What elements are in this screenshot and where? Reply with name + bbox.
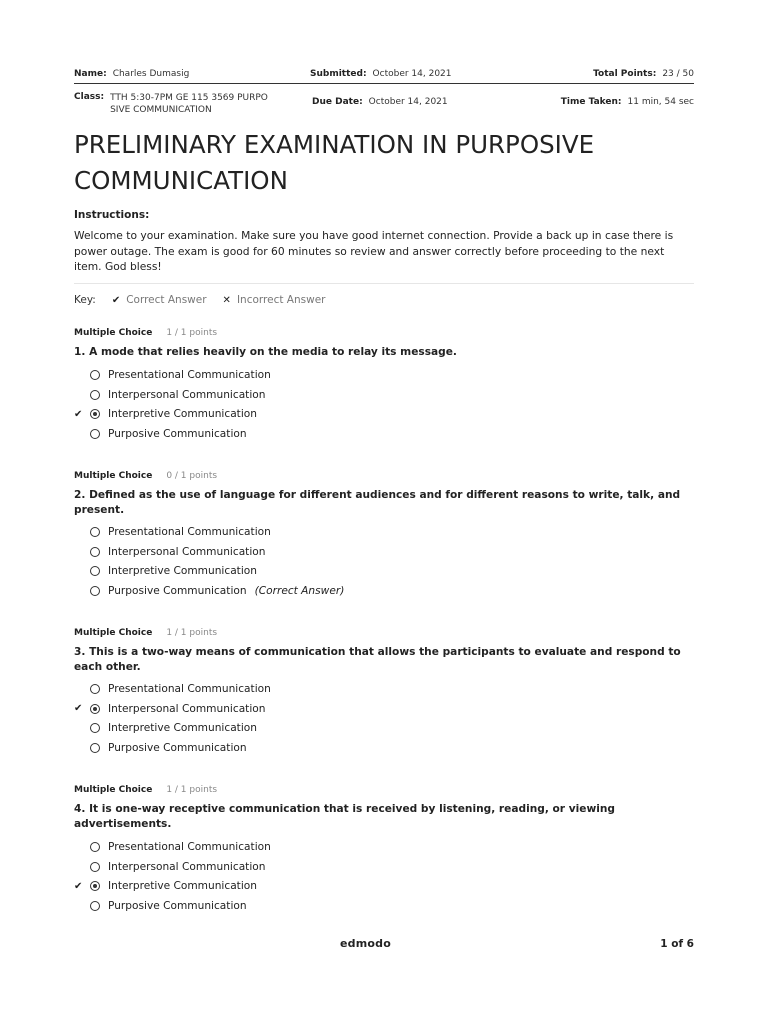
radio-button[interactable] xyxy=(90,547,100,557)
answer-option[interactable] xyxy=(74,679,694,699)
exam-page xyxy=(74,0,694,1024)
radio-button-selected[interactable] xyxy=(90,409,100,419)
answer-option[interactable] xyxy=(74,718,694,738)
class-value-line-1: TTH 5:30-7PM GE 115 3569 PURPO xyxy=(110,93,268,103)
edmodo-logo: edmodo xyxy=(340,937,391,950)
total-points-field xyxy=(593,69,694,79)
radio-button[interactable] xyxy=(90,586,100,596)
instructions-divider xyxy=(74,283,694,284)
radio-button-selected[interactable] xyxy=(90,881,100,891)
question-text-line-2: each other. xyxy=(74,661,141,673)
question-text-line-2: present. xyxy=(74,504,125,516)
radio-button-selected[interactable] xyxy=(90,704,100,714)
answer-option[interactable] xyxy=(74,561,694,581)
time-taken-field xyxy=(561,97,694,107)
question-points: 1 / 1 points xyxy=(166,328,218,338)
answer-option[interactable] xyxy=(74,404,694,424)
question-text-line-1: 3. This is a two-way means of communication that allows the participants to evaluate and respond to xyxy=(74,646,681,658)
question-text-line-1: 1. A mode that relies heavily on the media to relay its message. xyxy=(74,346,457,358)
question-3 xyxy=(74,626,694,758)
exam-title-line-1: PRELIMINARY EXAMINATION IN PURPOSIVE xyxy=(74,130,595,159)
radio-button[interactable] xyxy=(90,842,100,852)
due-date-field xyxy=(312,97,448,107)
time-taken-value: 11 min, 54 sec xyxy=(627,97,694,107)
answer-options xyxy=(74,365,694,444)
answer-option[interactable] xyxy=(74,738,694,758)
header-divider xyxy=(74,83,694,84)
question-text-line-1: 4. It is one-way receptive communication that is received by listening, reading, or viewing xyxy=(74,803,615,815)
option-label: Presentational Communication xyxy=(108,368,271,381)
option-label: Presentational Communication xyxy=(108,682,271,695)
question-type-label: Multiple Choice xyxy=(74,785,153,795)
question-type-label: Multiple Choice xyxy=(74,628,153,638)
page-number: 1 of 6 xyxy=(660,938,694,950)
option-label: Purposive Communication xyxy=(108,741,247,754)
option-label: Interpretive Communication xyxy=(108,880,257,893)
due-date-label: Due Date: xyxy=(312,97,363,107)
submitted-field xyxy=(310,69,452,79)
option-label: Presentational Communication xyxy=(108,525,271,538)
radio-button[interactable] xyxy=(90,684,100,694)
option-label: Interpersonal Communication xyxy=(108,702,266,715)
option-label: Interpretive Communication xyxy=(108,408,257,421)
answer-option[interactable] xyxy=(74,581,694,601)
radio-button[interactable] xyxy=(90,566,100,576)
option-label: Interpersonal Communication xyxy=(108,388,266,401)
answer-option[interactable] xyxy=(74,699,694,719)
radio-button[interactable] xyxy=(90,370,100,380)
checkmark-icon: ✔ xyxy=(74,880,83,892)
answer-options xyxy=(74,837,694,916)
class-label: Class: xyxy=(74,92,105,102)
question-type xyxy=(74,626,694,640)
option-label: Interpersonal Communication xyxy=(108,545,266,558)
answer-option[interactable] xyxy=(74,857,694,877)
instructions-line-3: item. God bless! xyxy=(74,260,162,273)
question-points: 1 / 1 points xyxy=(166,785,218,795)
instructions-line-2: power outage. The exam is good for 60 minutes so review and answer correctly before proceeding to the next xyxy=(74,244,665,258)
answer-option[interactable] xyxy=(74,424,694,444)
radio-button[interactable] xyxy=(90,743,100,753)
key-correct-label: Correct Answer xyxy=(126,294,207,306)
option-text: Purposive Communication xyxy=(108,584,247,597)
header-row-2 xyxy=(74,92,694,116)
question-points: 1 / 1 points xyxy=(166,628,218,638)
answer-option[interactable] xyxy=(74,542,694,562)
class-field xyxy=(74,92,288,116)
name-label: Name: xyxy=(74,69,107,79)
key-label: Key: xyxy=(74,294,96,306)
key-incorrect-label: Incorrect Answer xyxy=(236,294,326,306)
x-mark-icon: ✕ xyxy=(222,294,231,306)
question-text xyxy=(74,802,694,832)
class-value xyxy=(110,92,288,116)
question-type xyxy=(74,783,694,797)
answer-option[interactable] xyxy=(74,837,694,857)
radio-button[interactable] xyxy=(90,901,100,911)
due-date-value: October 14, 2021 xyxy=(368,97,448,107)
answer-option[interactable] xyxy=(74,896,694,916)
header-row-1 xyxy=(74,69,694,83)
radio-button[interactable] xyxy=(90,862,100,872)
checkmark-icon: ✔ xyxy=(111,294,121,306)
checkmark-icon: ✔ xyxy=(74,703,83,715)
question-points: 0 / 1 points xyxy=(166,471,218,481)
checkmark-icon: ✔ xyxy=(74,408,83,420)
submitted-value: October 14, 2021 xyxy=(372,69,452,79)
question-type-label: Multiple Choice xyxy=(74,471,153,481)
answer-options xyxy=(74,679,694,758)
instructions-text xyxy=(74,228,694,275)
option-label xyxy=(108,585,344,597)
answer-option[interactable] xyxy=(74,385,694,405)
option-label: Presentational Communication xyxy=(108,840,271,853)
option-label: Interpretive Communication xyxy=(108,565,257,578)
correct-answer-note: (Correct Answer) xyxy=(254,584,345,597)
time-taken-label: Time Taken: xyxy=(560,97,622,107)
question-1 xyxy=(74,326,694,444)
question-4 xyxy=(74,783,694,916)
total-points-value: 23 / 50 xyxy=(662,69,694,79)
option-label: Purposive Communication xyxy=(108,427,247,440)
name-value: Charles Dumasig xyxy=(112,69,190,79)
question-text-line-2: advertisements. xyxy=(74,818,172,830)
exam-title-line-2: COMMUNICATION xyxy=(74,166,288,195)
answer-option[interactable] xyxy=(74,876,694,896)
class-value-line-2: SIVE COMMUNICATION xyxy=(110,105,212,115)
question-type xyxy=(74,326,694,340)
total-points-label: Total Points: xyxy=(593,69,657,79)
answer-option[interactable] xyxy=(74,365,694,385)
exam-title xyxy=(74,127,694,199)
answer-option[interactable] xyxy=(74,522,694,542)
question-text xyxy=(74,645,694,675)
instructions-line-1: Welcome to your examination. Make sure you have good internet connection. Provide a back up in case there is xyxy=(74,229,674,242)
question-text xyxy=(74,345,694,360)
radio-button[interactable] xyxy=(90,723,100,733)
submitted-label: Submitted: xyxy=(310,69,367,79)
question-2 xyxy=(74,469,694,601)
option-label: Purposive Communication xyxy=(108,899,247,912)
answer-options xyxy=(74,522,694,601)
question-text xyxy=(74,488,694,518)
option-label: Interpretive Communication xyxy=(108,722,257,735)
question-text-line-1: 2. Defined as the use of language for different audiences and for different reasons to write, talk, and xyxy=(74,489,681,501)
radio-button[interactable] xyxy=(90,390,100,400)
instructions-heading: Instructions: xyxy=(74,209,150,221)
radio-button[interactable] xyxy=(90,429,100,439)
answer-key-legend xyxy=(74,294,341,306)
name-field xyxy=(74,69,189,79)
radio-button[interactable] xyxy=(90,527,100,537)
question-type-label: Multiple Choice xyxy=(74,328,153,338)
question-type xyxy=(74,469,694,483)
option-label: Interpersonal Communication xyxy=(108,860,266,873)
